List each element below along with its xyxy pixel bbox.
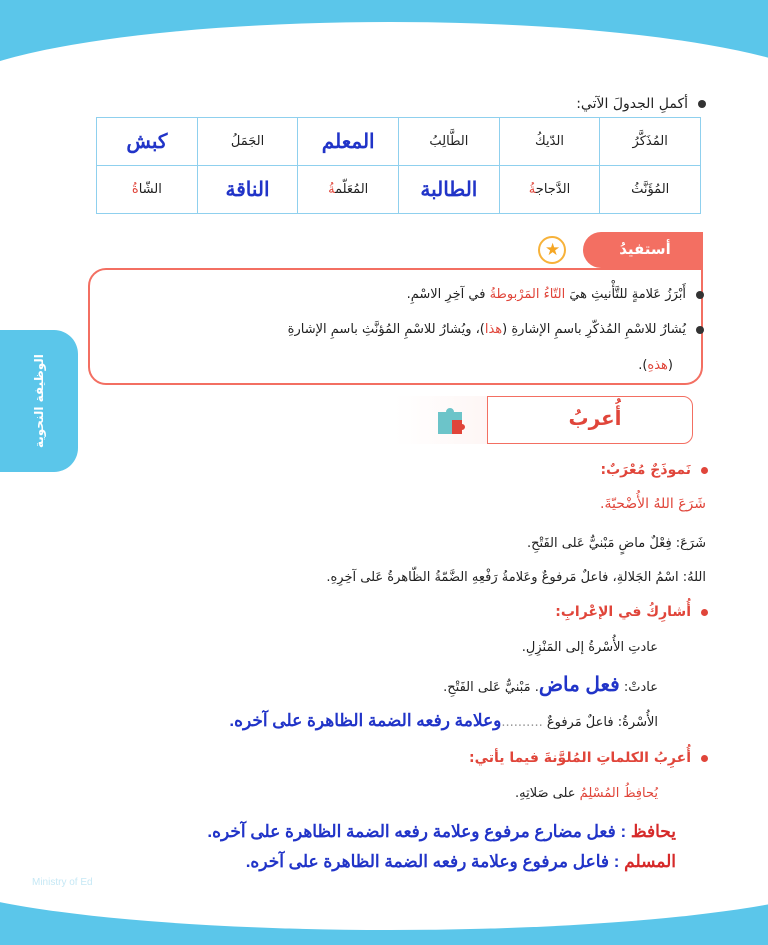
footer-text: Ministry of Ed [32,877,93,888]
benefit-item-2-cont: (هذهِ). [638,358,673,373]
participate-line-2: الأُسْرةُ: فاعلٌ مَرفوعٌ ..........وعلامة رفعه الضمة الظاهرة على آخره. [229,711,658,730]
table-cell: الجَمَلُ [197,118,298,166]
bullet-icon [701,467,708,474]
benefit-item-1: أَبْرَزُ عَلامةٍ للتَّأْنيثِ هيَ التّاءُ المَرْبوطةُ في آخِرِ الاسْمِ. [407,287,704,302]
bullet-icon [698,100,706,108]
exercise-sentence: يُحافِظُ المُسْلِمُ على صَلاتِهِ. [514,786,658,801]
participate-heading: أُشارِكُ في الإعْرابِ: [555,604,708,620]
table-cell-answer[interactable]: كبش [97,118,198,166]
table-cell-answer[interactable]: المعلم [298,118,399,166]
table-row-masculine [97,118,701,166]
participate-line-1: عادتْ: فعل ماض. مَبْنيٌّ عَلى الفَتْحِ. [443,674,658,696]
handwritten-answer[interactable]: فعل ماض [538,674,620,696]
exercise-heading: أُعرِبُ الكلماتِ المُلوَّنةَ فيما يأتي: [469,750,708,766]
question-text: أكملِ الجدولَ الآتي: [576,96,688,112]
parse-label: أُعربُ [568,406,622,430]
model-sentence: شَرَعَ اللهُ الأُضْحيّةَ. [600,496,706,512]
gender-table [96,117,701,214]
table-cell: المُؤَنَّثُ [600,166,701,214]
model-heading: نَموذَجٌ مُعْرَبٌ: [600,462,708,478]
table-cell: الشّاةُ [97,166,198,214]
table-cell: المُذَكَّرُ [600,118,701,166]
table-row-feminine [97,166,701,214]
participate-sentence: عادتِ الأُسْرةُ إلى المَنْزِلِ. [521,640,658,655]
table-cell: الدّيكُ [499,118,600,166]
side-tab-label: الوظيفة النحوية [32,354,46,448]
bullet-icon [701,609,708,616]
table-cell: الدَّجاجةُ [499,166,600,214]
benefit-item-2: يُشارُ للاسْمِ المُذكّرِ باسمِ الإشارةِ (هذا)، ويُشارُ للاسْمِ المُؤنَّثِ باسمِ الإشارةِ [288,322,704,337]
table-cell-answer[interactable]: الناقة [197,166,298,214]
exercise-answer-2[interactable]: المسلم : فاعل مرفوع وعلامة رفعه الضمة الظاهرة على آخره. [245,852,676,871]
handwritten-answer[interactable]: وعلامة رفعه الضمة الظاهرة على آخره. [229,711,502,730]
benefit-label: أستفيدُ [619,240,671,258]
table-cell: المُعَلّمةُ [298,166,399,214]
exercise-answer-1[interactable]: يحافظ : فعل مضارع مرفوع وعلامة رفعه الضمة الظاهرة على آخره. [207,822,676,841]
bullet-icon [701,755,708,762]
model-line-1: شَرَعَ: فِعْلٌ ماضٍ مَبْنيٌّ عَلى الفَتْحِ. [527,536,706,551]
table-cell: الطَّالِبُ [399,118,500,166]
table-cell-answer[interactable]: الطالبة [399,166,500,214]
model-line-2: اللهُ: اسْمُ الجَلالةِ، فاعلٌ مَرفوعٌ وعَلامةُ رَفْعِهِ الضَّمّةُ الظّاهرةُ عَلى آخِرِهِ. [326,570,706,585]
star-icon: ★ [545,240,561,260]
bullet-icon [696,326,704,334]
puzzle-icon [434,402,470,438]
question-line [576,96,706,112]
bullet-icon [696,291,704,299]
